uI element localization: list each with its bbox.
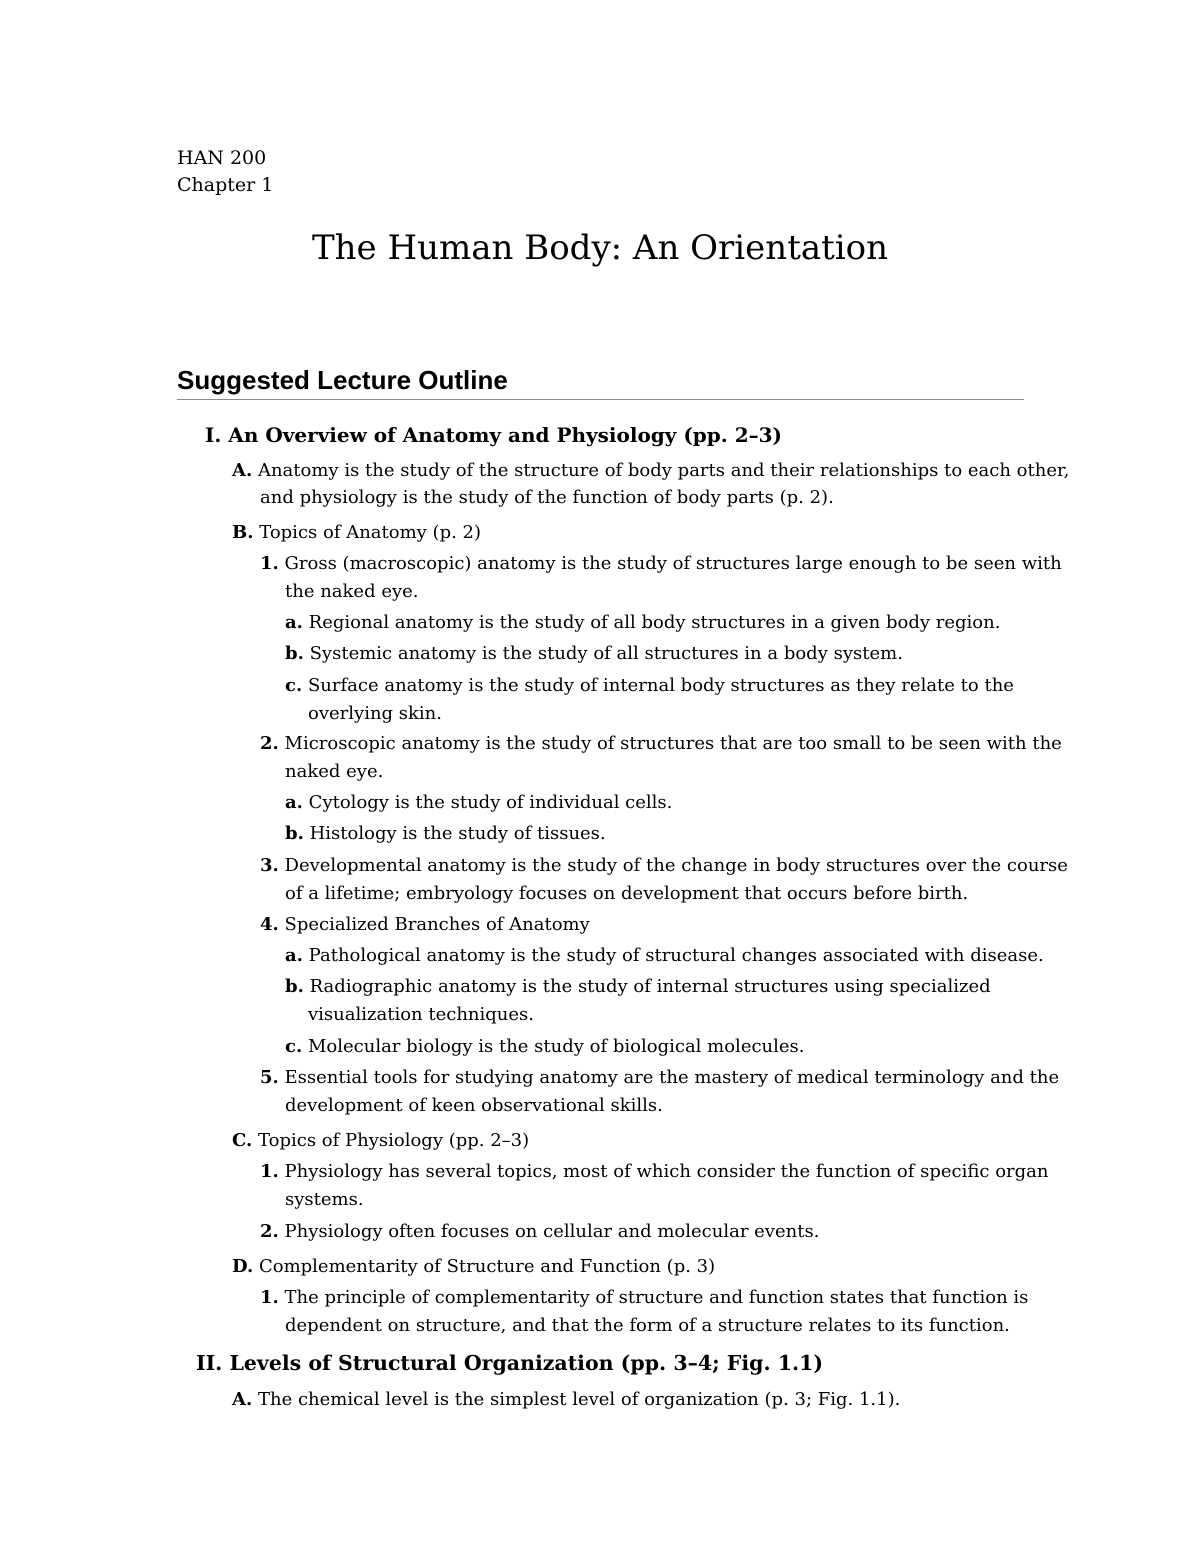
outline-label: A. [232,1389,253,1410]
outline-label: b. [285,976,304,997]
outline-item-I-C-1-cont: systems. [285,1189,364,1210]
outline-item-I-B-1-c [285,674,1014,698]
outline-text: Complementarity of Structure and Function (p. 3) [258,1256,716,1277]
outline-label: I. [205,423,222,447]
outline-text: Surface anatomy is the study of internal body structures as they relate to the [307,675,1014,696]
outline-item-I-B-5 [260,1066,1059,1090]
outline-item-I-D [232,1255,715,1279]
outline-label: 1. [260,553,279,574]
outline-label: b. [285,823,304,844]
outline-item-I-B-3-cont: of a lifetime; embryology focuses on development that occurs before birth. [285,883,969,904]
outline-label: 4. [260,914,279,935]
outline-text: Essential tools for studying anatomy are the mastery of medical terminology and the [284,1067,1060,1088]
outline-label: 5. [260,1067,279,1088]
outline-item-I-D-1 [260,1286,1028,1310]
outline-item-I-C [232,1129,529,1153]
outline-item-I-B-4-b-cont: visualization techniques. [308,1004,534,1025]
outline-text: Topics of Anatomy (p. 2) [259,522,482,543]
outline-item-I-B-5-cont: development of keen observational skills. [285,1095,663,1116]
outline-text: Physiology has several topics, most of which consider the function of specific organ [284,1161,1049,1182]
outline-text: Anatomy is the study of the structure of body parts and their relationships to each other, [257,460,1070,481]
outline-item-I-C-1 [260,1160,1048,1184]
outline-item-I-B-2-b [285,822,606,846]
outline-label: a. [285,612,303,633]
outline-text: Cytology is the study of individual cells. [308,792,673,813]
outline-item-I-B-4-a [285,944,1044,968]
outline-item-I-D-1-cont: dependent on structure, and that the form of a structure relates to its function. [285,1315,1010,1336]
outline-item-I-B-2-cont: naked eye. [285,761,384,782]
outline-item-II-A [232,1388,900,1412]
outline-label: b. [285,643,304,664]
outline-text: Molecular biology is the study of biological molecules. [307,1036,805,1057]
outline-text: Specialized Branches of Anatomy [284,914,590,935]
outline-text: Histology is the study of tissues. [309,823,606,844]
outline-text: The chemical level is the simplest level of organization (p. 3; Fig. 1.1). [257,1389,901,1410]
outline-label: a. [285,945,303,966]
chapter-label: Chapter 1 [177,174,274,196]
outline-label: C. [232,1130,253,1151]
outline-item-I-B-4-c [285,1035,805,1059]
outline-label: c. [285,1036,303,1057]
outline-item-I-B-4-b [285,975,991,999]
outline-label: D. [232,1256,254,1277]
outline-item-I-B-2-a [285,791,672,815]
outline-item-II [196,1350,823,1376]
outline-item-I-B-2 [260,732,1062,756]
outline-text: Physiology often focuses on cellular and molecular events. [284,1221,820,1242]
outline-item-I-B-4 [260,913,590,937]
outline-label: B. [232,522,254,543]
outline-text: The principle of complementarity of structure and function states that function is [284,1287,1029,1308]
outline-text: Regional anatomy is the study of all body structures in a given body region. [308,612,1001,633]
outline-item-I-A [232,459,1069,483]
outline-text: Developmental anatomy is the study of the change in body structures over the course [284,855,1068,876]
outline-text: Systemic anatomy is the study of all structures in a body system. [309,643,903,664]
outline-label: A. [232,460,253,481]
document-title: The Human Body: An Orientation [311,228,889,268]
outline-item-I-B-3 [260,854,1068,878]
outline-item-I-B [232,521,481,545]
outline-label: 1. [260,1161,279,1182]
outline-text: Microscopic anatomy is the study of structures that are too small to be seen with the [284,733,1062,754]
outline-text: Levels of Structural Organization (pp. 3–4; Fig. 1.1) [229,1351,824,1375]
outline-item-I-B-1-c-cont: overlying skin. [308,703,442,724]
section-divider [177,399,1024,400]
outline-text: Gross (macroscopic) anatomy is the study of structures large enough to be seen with [284,553,1062,574]
outline-label: a. [285,792,303,813]
outline-item-I-A-cont: and physiology is the study of the function of body parts (p. 2). [260,487,834,508]
outline-label: II. [196,1351,223,1375]
course-code: HAN 200 [177,147,267,169]
outline-item-I [205,422,782,448]
outline-item-I-B-1 [260,552,1062,576]
outline-label: 2. [260,733,279,754]
outline-label: c. [285,675,303,696]
outline-item-I-C-2 [260,1220,819,1244]
outline-text: An Overview of Anatomy and Physiology (pp. 2–3) [228,423,782,447]
outline-label: 2. [260,1221,279,1242]
outline-text: Radiographic anatomy is the study of internal structures using specialized [309,976,991,997]
outline-text: Topics of Physiology (pp. 2–3) [258,1130,530,1151]
outline-label: 1. [260,1287,279,1308]
outline-item-I-B-1-cont: the naked eye. [285,581,419,602]
course-header [177,145,273,199]
outline-item-I-B-1-a [285,611,1000,635]
section-heading: Suggested Lecture Outline [177,365,508,395]
outline-item-I-B-1-b [285,642,903,666]
outline-label: 3. [260,855,279,876]
outline-text: Pathological anatomy is the study of structural changes associated with disease. [308,945,1044,966]
